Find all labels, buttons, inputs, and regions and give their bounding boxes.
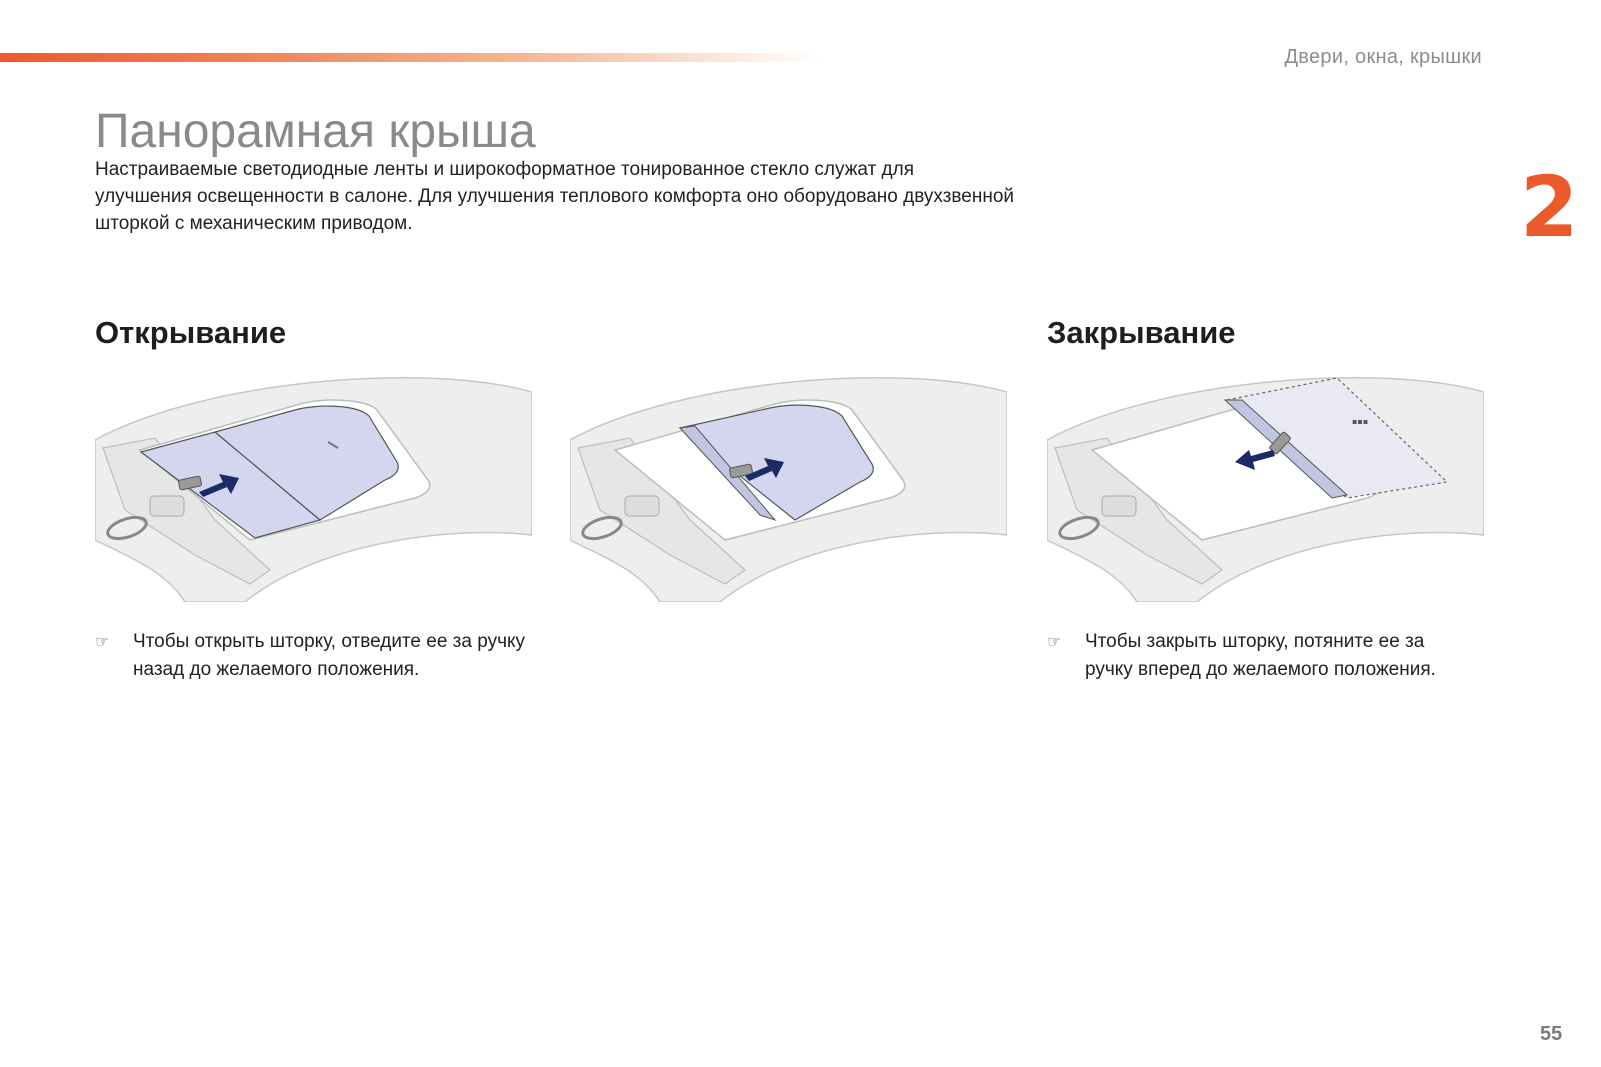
- opening-instruction: [95, 628, 525, 684]
- intro-paragraph: Настраиваемые светодиодные ленты и широкоформатное тонированное стекло служат для улучшения освещенности в салоне. Для улучшения теплового комфорта оно оборудовано двухзвенной шторкой с механическим приводом.: [95, 159, 1015, 234]
- opening-instruction-text: Чтобы открыть шторку, отведите ее за ручку назад до желаемого положения.: [133, 631, 526, 680]
- page-title: Панорамная крыша: [95, 105, 536, 158]
- page-number: 55: [1540, 1023, 1563, 1045]
- chapter-title: Двери, окна, крышки: [1284, 46, 1482, 68]
- pointing-hand-icon: ☞: [95, 632, 110, 651]
- header-accent-bar: [0, 53, 820, 62]
- closing-instruction-text: Чтобы закрыть шторку, потяните ее за ручку вперед до желаемого положения.: [1085, 631, 1436, 680]
- roof-illustration-closing: [1047, 370, 1484, 602]
- svg-text:▪▪▪: ▪▪▪: [1352, 417, 1369, 426]
- chapter-number: 2: [1520, 158, 1579, 256]
- roof-illustration-opening-progress: [570, 370, 1007, 602]
- pointing-hand-icon: ☞: [1047, 632, 1062, 651]
- opening-heading: Открывание: [95, 315, 287, 350]
- closing-instruction: [1047, 628, 1477, 684]
- closing-heading: Закрывание: [1047, 315, 1236, 350]
- roof-illustration-opening-start: [95, 370, 532, 602]
